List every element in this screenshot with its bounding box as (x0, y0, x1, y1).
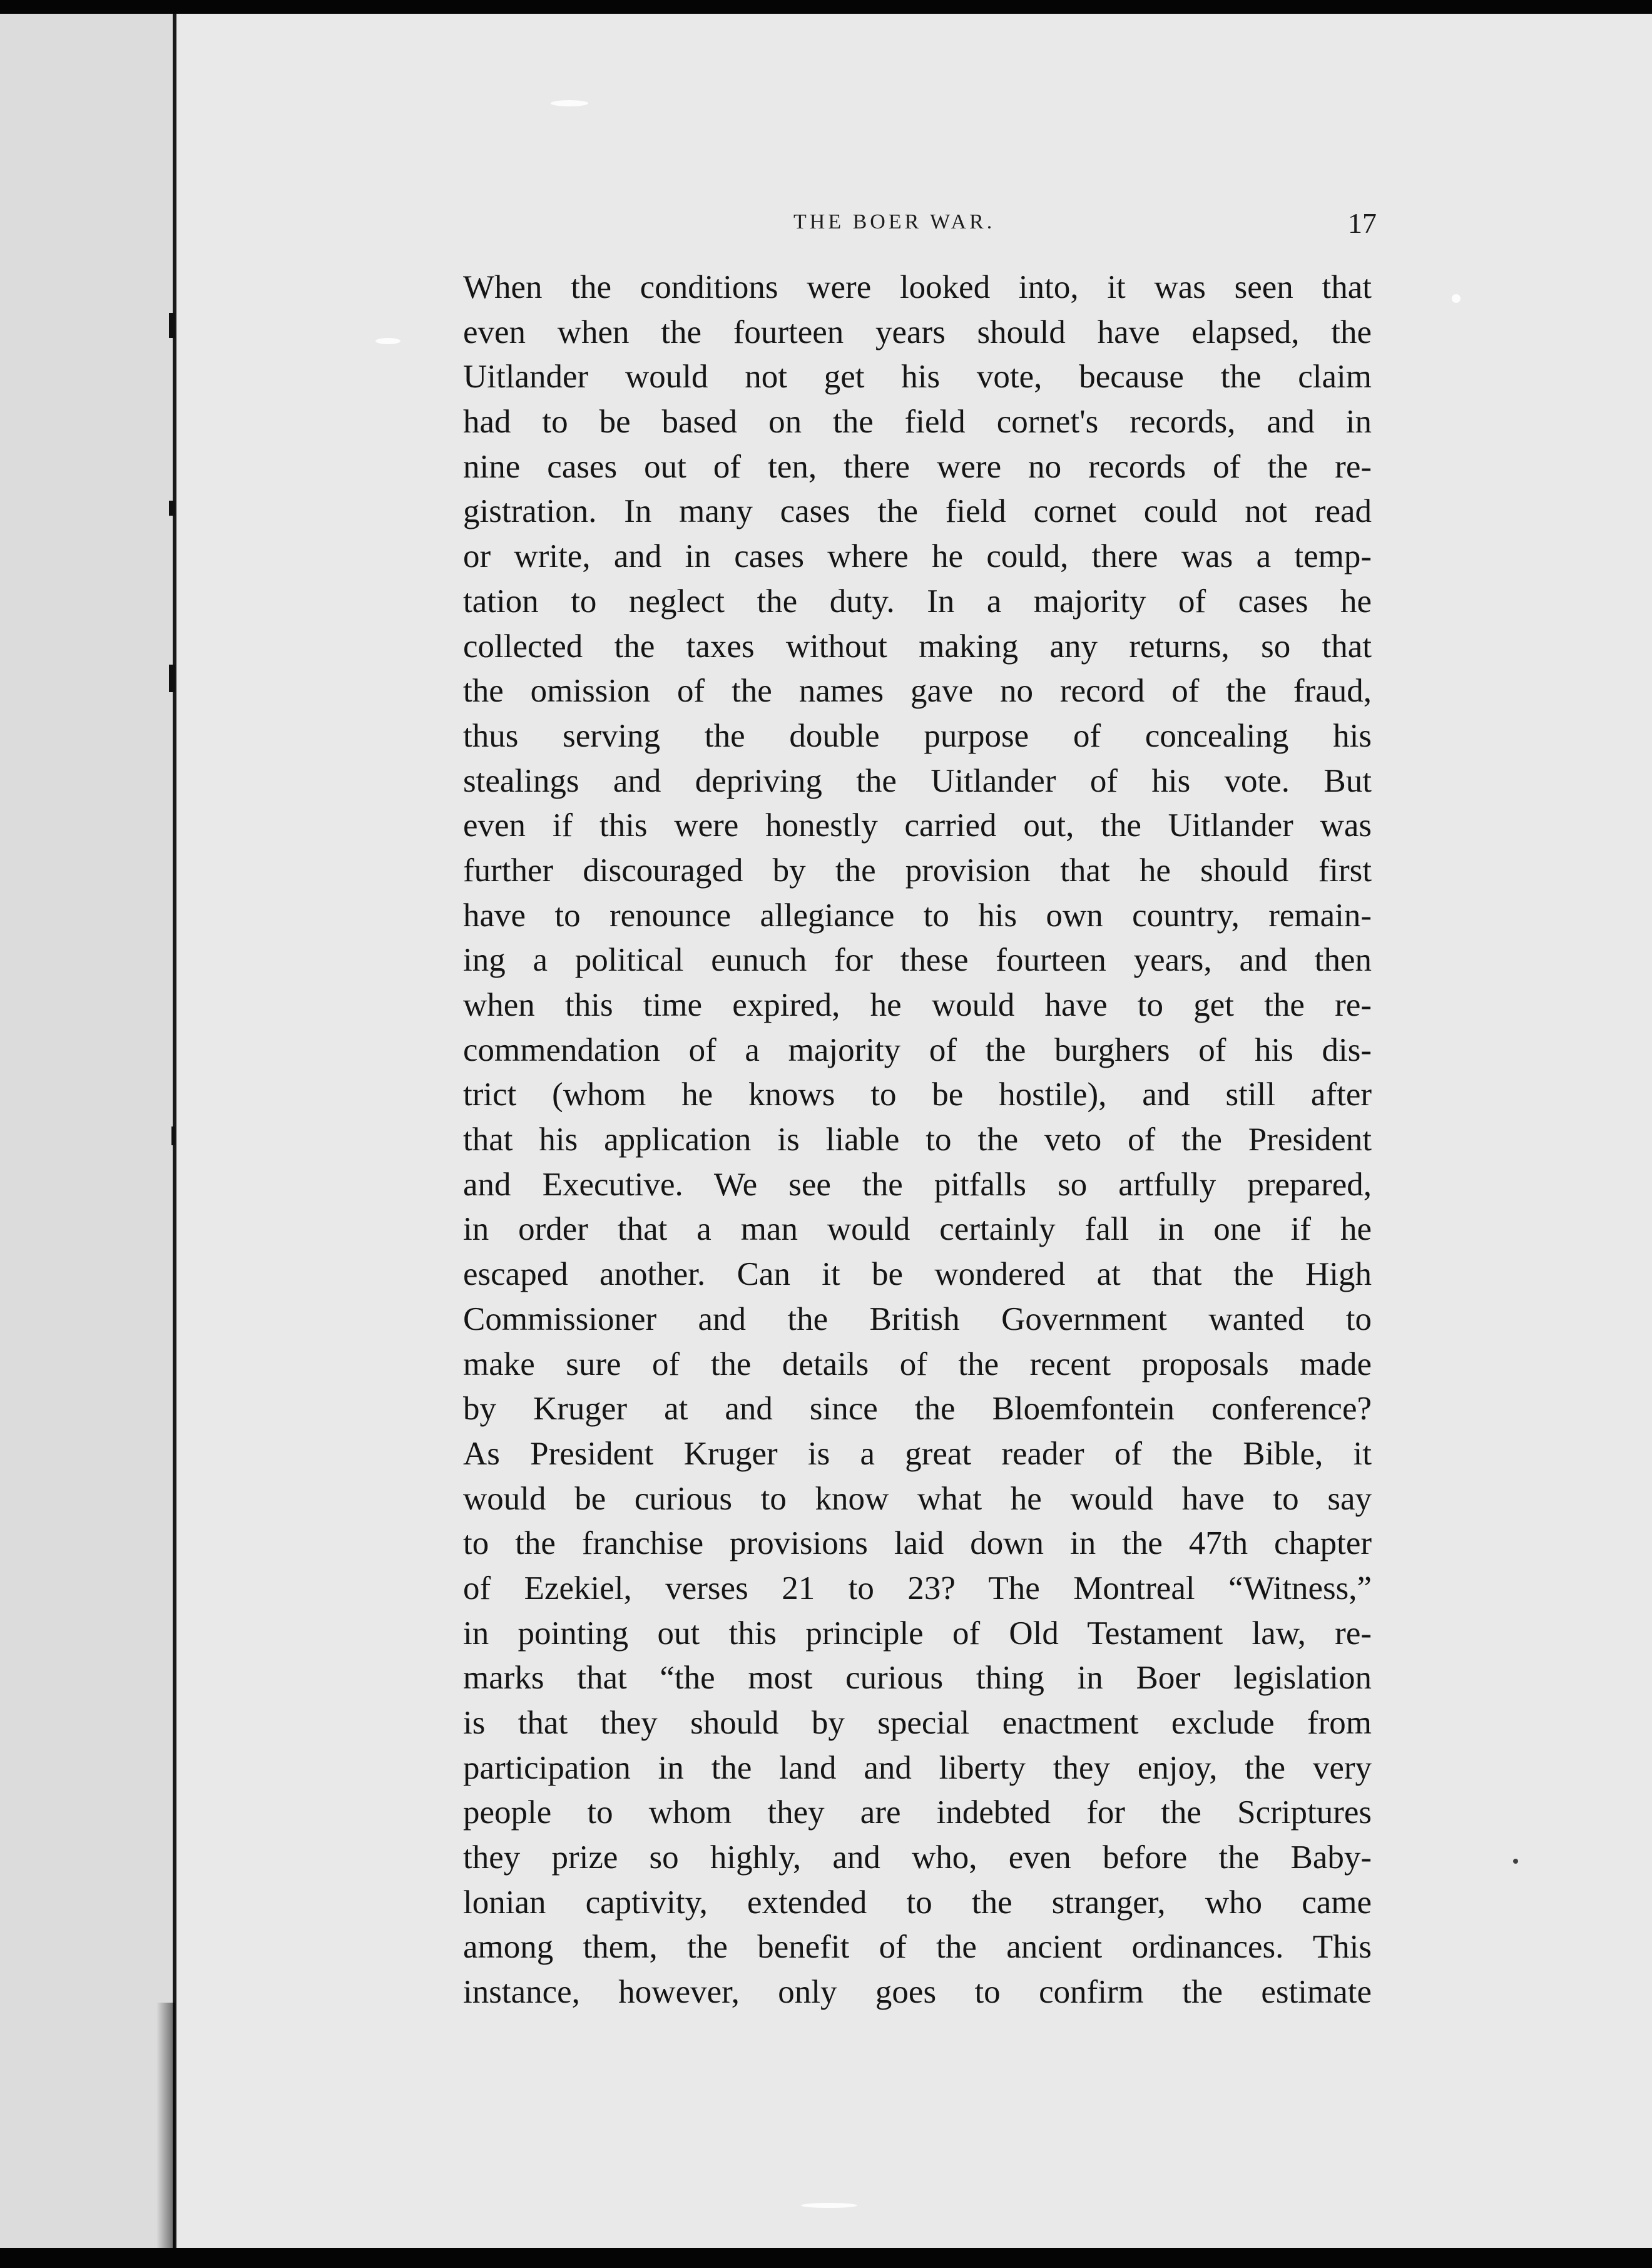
text-line: trict (whom he knows to be hostile), and still after (463, 1076, 1372, 1113)
text-line: nine cases out of ten, there were no records of the re- (463, 448, 1372, 485)
gutter-mark (171, 1126, 175, 1145)
text-line: they prize so highly, and who, even before the Baby- (463, 1839, 1372, 1876)
text-line: escaped another. Can it be wondered at that the High (463, 1256, 1372, 1293)
text-line: participation in the land and liberty they enjoy, the very (463, 1749, 1372, 1786)
text-line: thus serving the double purpose of concealing his (463, 717, 1372, 754)
text-line: ing a political eunuch for these fourteen years, and then (463, 942, 1372, 979)
scan-speck (1452, 294, 1461, 303)
gutter-shadow (156, 2003, 175, 2248)
text-line: is that they should by special enactment exclude from (463, 1705, 1372, 1741)
gutter-mark (169, 313, 175, 338)
running-head (463, 207, 1377, 248)
text-line: commendation of a majority of the burghers of his dis- (463, 1031, 1372, 1068)
text-line: instance, however, only goes to confirm the estimate (463, 1974, 1372, 2011)
gutter-mark (169, 501, 175, 516)
text-line: gistration. In many cases the field cornet could not read (463, 493, 1372, 530)
text-line: had to be based on the field cornet's records, and in (463, 404, 1372, 441)
scan-top-border (0, 0, 1652, 14)
body-paragraph (463, 265, 1372, 2015)
text-line: When the conditions were looked into, it was seen that (463, 269, 1372, 305)
text-line: collected the taxes without making any returns, so that (463, 628, 1372, 665)
text-line: Uitlander would not get his vote, because the claim (463, 359, 1372, 396)
text-line: or write, and in cases where he could, there was a temp- (463, 538, 1372, 575)
text-line: that his application is liable to the veto of the President (463, 1121, 1372, 1158)
text-line: to the franchise provisions laid down in the 47th chapter (463, 1525, 1372, 1562)
text-line: tation to neglect the duty. In a majority of cases he (463, 583, 1372, 620)
text-line: would be curious to know what he would have to say (463, 1480, 1372, 1517)
text-line: lonian captivity, extended to the stranger, who came (463, 1884, 1372, 1921)
text-line: when this time expired, he would have to get the re- (463, 987, 1372, 1023)
text-line: marks that “the most curious thing in Boer legislation (463, 1660, 1372, 1697)
page-number: 17 (1348, 207, 1377, 239)
text-line: even if this were honestly carried out, the Uitlander was (463, 807, 1372, 844)
text-line: even when the fourteen years should have elapsed, the (463, 314, 1372, 350)
scan-speck (1513, 1859, 1518, 1864)
text-line: in order that a man would certainly fall in one if he (463, 1211, 1372, 1248)
text-line: further discouraged by the provision that he should first (463, 852, 1372, 889)
text-line: Commissioner and the British Government wanted to (463, 1300, 1372, 1337)
running-title: THE BOER WAR. (793, 210, 996, 233)
text-line: people to whom they are indebted for the Scriptures (463, 1794, 1372, 1831)
text-line: of Ezekiel, verses 21 to 23? The Montreal “Witness,” (463, 1570, 1372, 1606)
facing-page-margin (0, 14, 175, 2248)
scan-bottom-border (0, 2248, 1652, 2268)
text-line: in pointing out this principle of Old Testament law, re- (463, 1615, 1372, 1652)
text-line: make sure of the details of the recent proposals made (463, 1346, 1372, 1382)
text-line: have to renounce allegiance to his own country, remain- (463, 897, 1372, 934)
text-line: As President Kruger is a great reader of the Bible, it (463, 1435, 1372, 1472)
text-line: the omission of the names gave no record of the fraud, (463, 673, 1372, 710)
scan-speck (375, 338, 400, 344)
text-line: and Executive. We see the pitfalls so artfully prepared, (463, 1166, 1372, 1203)
text-line: stealings and depriving the Uitlander of his vote. But (463, 762, 1372, 799)
gutter-mark (169, 665, 175, 692)
scan-speck (551, 100, 588, 106)
scan-speck (801, 2203, 857, 2208)
text-line: among them, the benefit of the ancient ordinances. This (463, 1929, 1372, 1966)
text-line: by Kruger at and since the Bloemfontein conference? (463, 1391, 1372, 1428)
